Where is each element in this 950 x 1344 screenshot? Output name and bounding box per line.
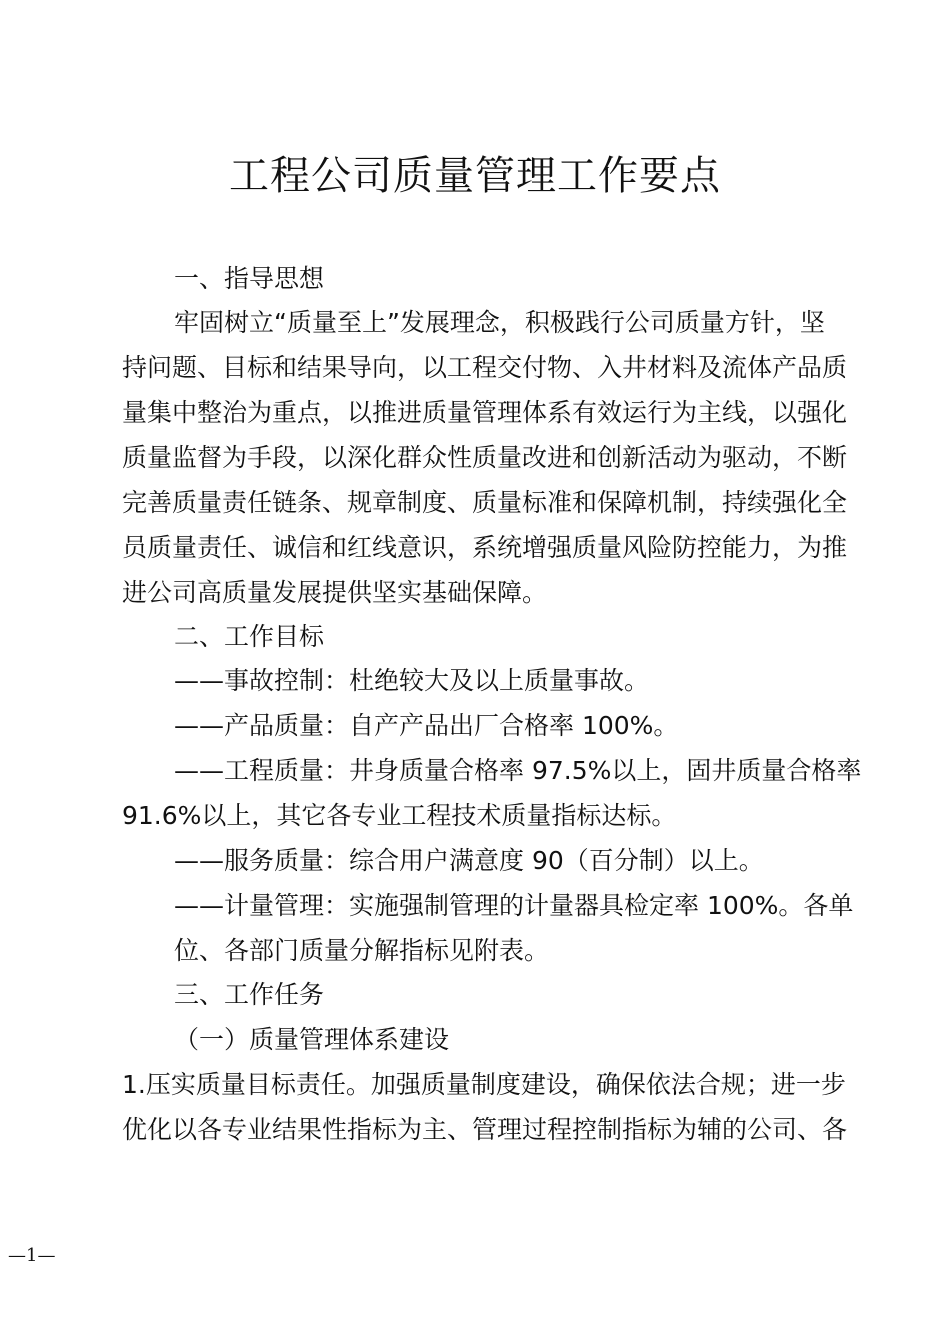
goal-metering-management: ——计量管理：实施强制管理的计量器具检定率 100%。各单 [174,891,854,920]
paragraph-line: 完善质量责任链条、规章制度、质量标准和保障机制，持续强化全 [122,488,847,517]
goal-engineering-quality: ——工程质量：井身质量合格率 97.5%以上，固井质量合格率 [174,756,862,785]
paragraph-line: 量集中整治为重点，以推进质量管理体系有效运行为主线，以强化 [122,398,847,427]
paragraph-line: 员质量责任、诚信和红线意识，系统增强质量风险防控能力，为推 [122,533,847,562]
subsection-heading-quality-system: （一）质量管理体系建设 [174,1025,450,1054]
document-title: 工程公司质量管理工作要点 [229,153,721,199]
paragraph-line: 质量监督为手段，以深化群众性质量改进和创新活动为驱动，不断 [122,443,847,472]
goal-service-quality: ——服务质量：综合用户满意度 90（百分制）以上。 [174,846,764,875]
section-heading-work-tasks: 三、工作任务 [174,980,325,1009]
goal-metering-management-continued: 位、各部门质量分解指标见附表。 [174,936,550,965]
paragraph-line: 进公司高质量发展提供坚实基础保障。 [122,578,548,607]
task-item-line: 1.压实质量目标责任。加强质量制度建设，确保依法合规；进一步 [122,1070,846,1099]
goal-accident-control: ——事故控制：杜绝较大及以上质量事故。 [174,666,650,695]
goal-engineering-quality-continued: 91.6%以上，其它各专业工程技术质量指标达标。 [122,801,677,830]
goal-product-quality: ——产品质量：自产产品出厂合格率 100%。 [174,711,679,740]
section-heading-work-goals: 二、工作目标 [174,622,325,651]
task-item-line: 优化以各专业结果性指标为主、管理过程控制指标为辅的公司、各 [122,1115,848,1144]
page-number: —1— [8,1245,56,1266]
paragraph-line: 持问题、目标和结果导向，以工程交付物、入井材料及流体产品质 [122,353,847,382]
section-heading-guiding-ideology: 一、指导思想 [174,264,325,293]
paragraph-line: 牢固树立“质量至上”发展理念，积极践行公司质量方针，坚 [174,308,825,337]
